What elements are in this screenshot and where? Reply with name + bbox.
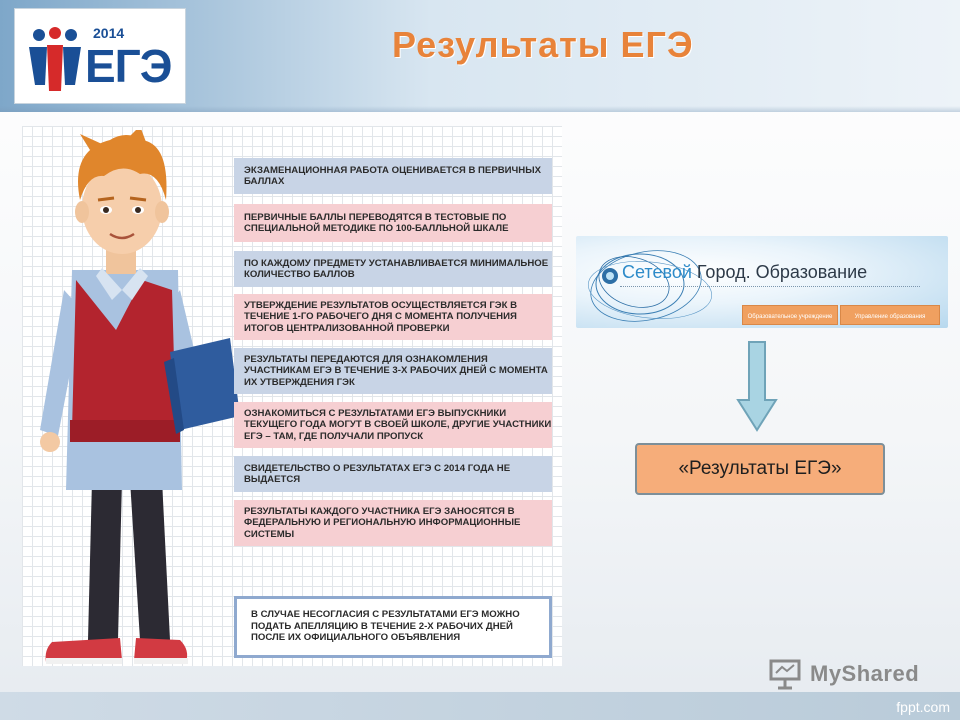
footer-text: fppt.com — [896, 699, 950, 715]
setevoy-gorod-banner[interactable] — [576, 236, 948, 328]
info-box-2: ПО КАЖДОМУ ПРЕДМЕТУ УСТАНАВЛИВАЕТСЯ МИНИМАЛЬНОЕ КОЛИЧЕСТВО БАЛЛОВ — [234, 251, 552, 287]
info-box-3: УТВЕРЖДЕНИЕ РЕЗУЛЬТАТОВ ОСУЩЕСТВЛЯЕТСЯ ГЭК В ТЕЧЕНИЕ 1-ГО РАБОЧЕГО ДНЯ С МОМЕНТА ПОЛУЧЕНИЯ ИТОГОВ ЦЕНТРАЛИЗОВАННОЙ ПРОВЕРКИ — [234, 294, 552, 340]
info-box-0: ЭКЗАМЕНАЦИОННАЯ РАБОТА ОЦЕНИВАЕТСЯ В ПЕРВИЧНЫХ БАЛЛАХ — [234, 158, 552, 194]
student-illustration — [30, 130, 250, 670]
banner-button-school[interactable]: Образовательное учреждение — [742, 305, 838, 325]
info-box-6: СВИДЕТЕЛЬСТВО О РЕЗУЛЬТАТАХ ЕГЭ С 2014 ГОДА НЕ ВЫДАЕТСЯ — [234, 456, 552, 492]
banner-divider — [620, 286, 920, 287]
ege-logo — [14, 8, 186, 104]
footer-band — [0, 692, 960, 720]
presentation-icon — [768, 657, 802, 691]
info-box-7: РЕЗУЛЬТАТЫ КАЖДОГО УЧАСТНИКА ЕГЭ ЗАНОСЯТСЯ В ФЕДЕРАЛЬНУЮ И РЕГИОНАЛЬНУЮ ИНФОРМАЦИОННЫЕ СИСТЕМЫ — [234, 500, 552, 546]
watermark — [768, 657, 919, 691]
banner-title: Сетевой Город. Образование — [622, 262, 868, 282]
watermark-text: MyShared — [810, 661, 920, 686]
logo-year: 2014 — [93, 25, 125, 41]
appeal-box: В СЛУЧАЕ НЕСОГЛАСИЯ С РЕЗУЛЬТАТАМИ ЕГЭ МОЖНО ПОДАТЬ АПЕЛЛЯЦИЮ В ТЕЧЕНИЕ 2-Х РАБОЧИХ ДНЕЙ ПОСЛЕ ИХ ОФИЦИАЛЬНОГО ОБЪЯВЛЕНИЯ — [234, 596, 552, 658]
info-box-5: ОЗНАКОМИТЬСЯ С РЕЗУЛЬТАТАМИ ЕГЭ ВЫПУСКНИКИ ТЕКУЩЕГО ГОДА МОГУТ В СВОЕЙ ШКОЛЕ, ДРУГИЕ УЧАСТНИКИ ЕГЭ – ТАМ, ГДЕ ПОЛУЧАЛИ ПРОПУСК — [234, 402, 552, 448]
results-ege-button[interactable]: «Результаты ЕГЭ» — [635, 443, 885, 495]
info-box-1: ПЕРВИЧНЫЕ БАЛЛЫ ПЕРЕВОДЯТСЯ В ТЕСТОВЫЕ ПО СПЕЦИАЛЬНОЙ МЕТОДИКЕ ПО 100-БАЛЛЬНОЙ ШКАЛЕ — [234, 204, 552, 242]
people-logo-icon — [25, 25, 85, 95]
down-arrow-icon — [736, 340, 778, 432]
info-box-4: РЕЗУЛЬТАТЫ ПЕРЕДАЮТСЯ ДЛЯ ОЗНАКОМЛЕНИЯ УЧАСТНИКАМ ЕГЭ В ТЕЧЕНИЕ 3-Х РАБОЧИХ ДНЕЙ С МОМЕНТА ИХ УТВЕРЖДЕНИЯ ГЭК — [234, 348, 552, 394]
page-title: Результаты ЕГЭ — [392, 24, 694, 65]
logo-text: ЕГЭ — [85, 40, 172, 92]
banner-button-department[interactable]: Управление образования — [840, 305, 940, 325]
